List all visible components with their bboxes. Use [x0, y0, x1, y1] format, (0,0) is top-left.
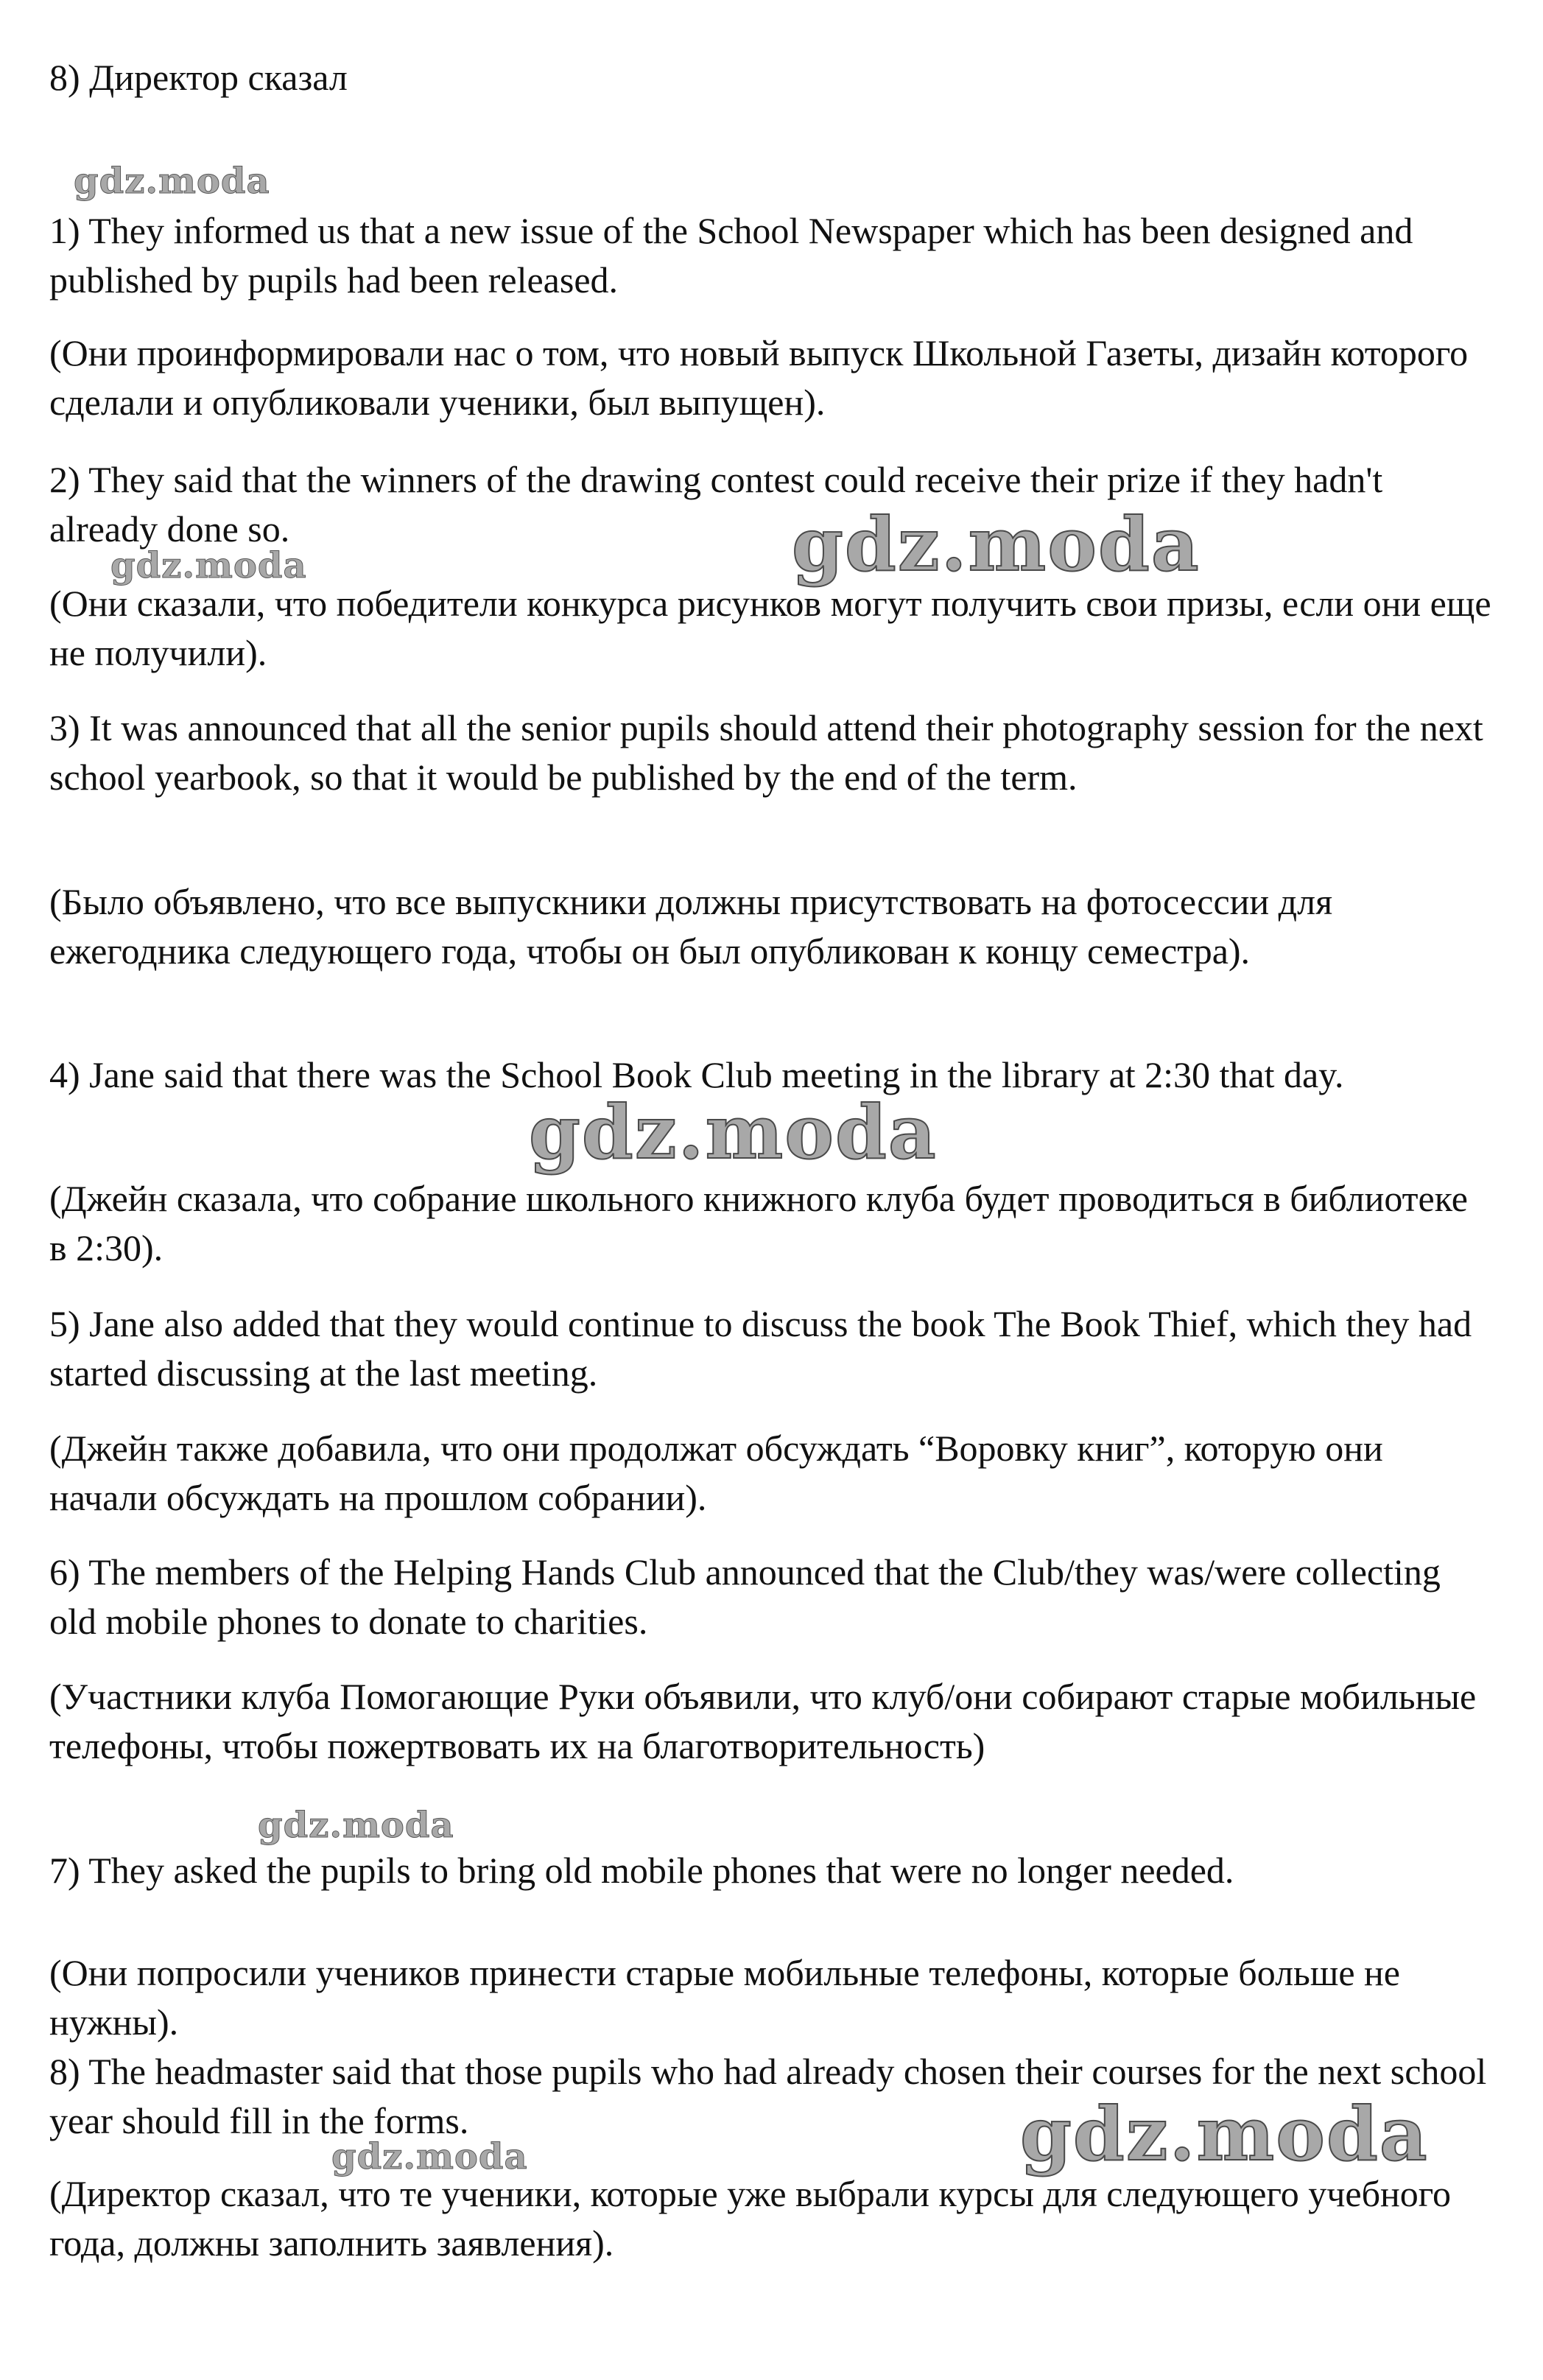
watermark-logo: gdz.moda: [1020, 2091, 1429, 2177]
paragraph-english-6: 6) The members of the Helping Hands Club announced that the Club/they was/were collecting old mobile phones to donate to charities.: [49, 1551, 1441, 1642]
paragraph-russian-2: (Они сказали, что победители конкурса рисунков могут получить свои призы, если они еще не получили).: [49, 583, 1491, 673]
paragraph-russian-4: (Джейн сказала, что собрание школьного книжного клуба будет проводиться в библиотеке в 2:30).: [49, 1178, 1468, 1268]
paragraph-russian-5: (Джейн также добавила, что они продолжат обсуждать “Воровку книг”, которую они начали обсуждать на прошлом собрании).: [49, 1428, 1383, 1518]
paragraph-english-4: 4) Jane said that there was the School Book Club meeting in the library at 2:30 that day.: [49, 1054, 1344, 1095]
paragraph-russian-7: (Они попросили учеников принести старые мобильные телефоны, которые больше не нужны).: [49, 1952, 1400, 2043]
paragraph-english-1: 1) They informed us that a new issue of the School Newspaper which has been designed and published by pupils had been released.: [49, 210, 1413, 301]
paragraph-english-2: 2) They said that the winners of the drawing contest could receive their prize if they hadn't already done so.: [49, 459, 1383, 550]
watermark-logo: gdz.moda: [258, 1805, 454, 1846]
page-heading: 8) Директор сказал: [49, 57, 348, 98]
watermark-logo: gdz.moda: [74, 161, 270, 202]
paragraph-russian-8: (Директор сказал, что те ученики, которые уже выбрали курсы для следующего учебного года, должны заполнить заявления).: [49, 2173, 1452, 2264]
watermark-logo: gdz.moda: [331, 2136, 528, 2177]
paragraph-english-5: 5) Jane also added that they would continue to discuss the book The Book Thief, which they had started discussing at the last meeting.: [49, 1303, 1472, 1394]
paragraph-english-8: 8) The headmaster said that those pupils who had already chosen their courses for the next school year should fill in the forms.: [49, 2051, 1487, 2141]
paragraph-english-7: 7) They asked the pupils to bring old mobile phones that were no longer needed.: [49, 1850, 1234, 1891]
watermark-logo: gdz.moda: [529, 1089, 938, 1176]
paragraph-russian-1: (Они проинформировали нас о том, что новый выпуск Школьной Газеты, дизайн которого сделали и опубликовали ученики, был выпущен).: [49, 332, 1469, 423]
watermark-logo: gdz.moda: [792, 501, 1201, 588]
paragraph-russian-3: (Было объявлено, что все выпускники должны присутствовать на фотосессии для ежегодника следующего года, чтобы он был опубликован к концу семестра).: [49, 881, 1333, 972]
paragraph-english-3: 3) It was announced that all the senior pupils should attend their photography session for the next school yearbook, so that it would be published by the end of the term.: [49, 707, 1483, 798]
watermark-logo: gdz.moda: [110, 545, 307, 586]
paragraph-russian-6: (Участники клуба Помогающие Руки объявили, что клуб/они собирают старые мобильные телефоны, чтобы пожертвовать их на благотворительность): [49, 1676, 1477, 1766]
